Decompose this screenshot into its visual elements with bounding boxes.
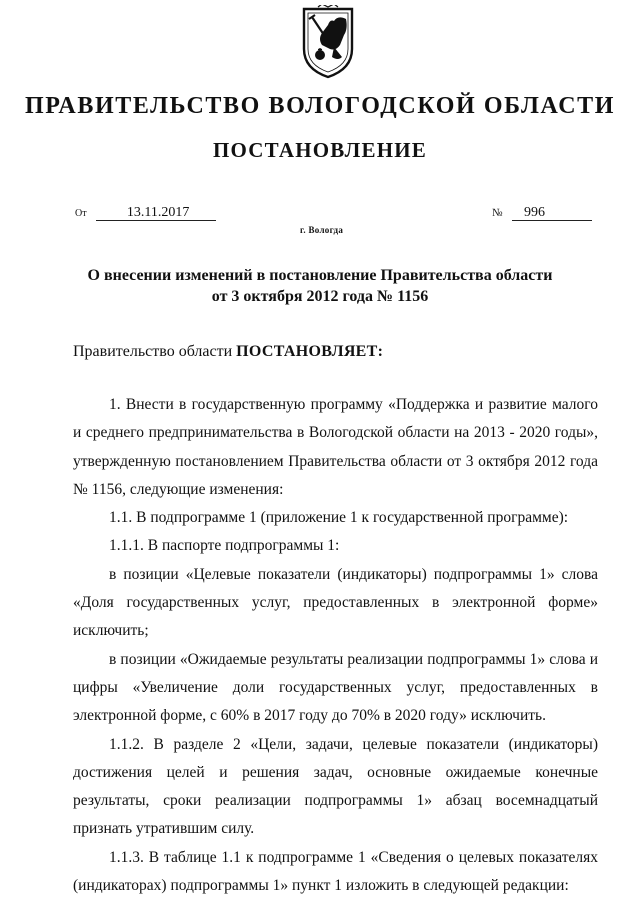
resolution-body — [73, 391, 598, 900]
date-value: 13.11.2017 — [96, 205, 216, 221]
date-prefix: От — [75, 208, 87, 219]
preamble-decision: ПОСТАНОВЛЯЕТ: — [236, 343, 384, 360]
preamble-text: Правительство области — [73, 343, 237, 360]
number-prefix: № — [492, 207, 503, 219]
document-type: ПОСТАНОВЛЕНИЕ — [212, 138, 428, 162]
paragraph: 1.1.2. В разделе 2 «Цели, задачи, целевые показатели (индикаторы) достижения целей и решения задач, основные ожидаемые конечные результаты, сроки реализации подпрограммы 1» абзац восемнадцатый признать утратившим силу. — [73, 735, 598, 838]
number-value: 996 — [512, 205, 592, 221]
paragraph: 1. Внести в государственную программу «Поддержка и развитие малого и среднего предпринимательства в Вологодской области на 2013 - 2020 годы», утвержденную постановлением Правительства области от 3 октября 2012 года № 1156, следующие изменения: — [73, 396, 598, 498]
coat-of-arms-emblem — [300, 5, 356, 79]
paragraph: 1.1.1. В паспорте подпрограммы 1: — [109, 537, 340, 555]
government-title: ПРАВИТЕЛЬСТВО ВОЛОГОДСКОЙ ОБЛАСТИ — [24, 93, 616, 119]
resolution-subject — [60, 265, 580, 307]
paragraph: 1.1. В подпрограмме 1 (приложение 1 к государственной программе): — [109, 509, 569, 527]
subject-line-1: О внесении изменений в постановление Правительства области — [87, 267, 553, 284]
preamble — [73, 343, 383, 361]
paragraph: в позиции «Целевые показатели (индикаторы) подпрограммы 1» слова «Доля государственных услуг, предоставленных в электронной форме» исключить; — [73, 565, 598, 640]
city-label: г. Вологда — [300, 225, 344, 235]
number-field — [492, 205, 592, 221]
paragraph: в позиции «Ожидаемые результаты реализации подпрограммы 1» слова и цифры «Увеличение доли государственных услуг, предоставленных в электронной форме, с 60% в 2017 году до 70% в 2020 году» исключить. — [73, 650, 598, 725]
paragraph: 1.1.3. В таблице 1.1 к подпрограмме 1 «Сведения о целевых показателях (индикаторах) подпрограммы 1» пункт 1 изложить в следующей редакции: — [73, 848, 598, 895]
subject-line-2: от 3 октября 2012 года № 1156 — [211, 288, 429, 305]
date-field — [75, 205, 216, 221]
